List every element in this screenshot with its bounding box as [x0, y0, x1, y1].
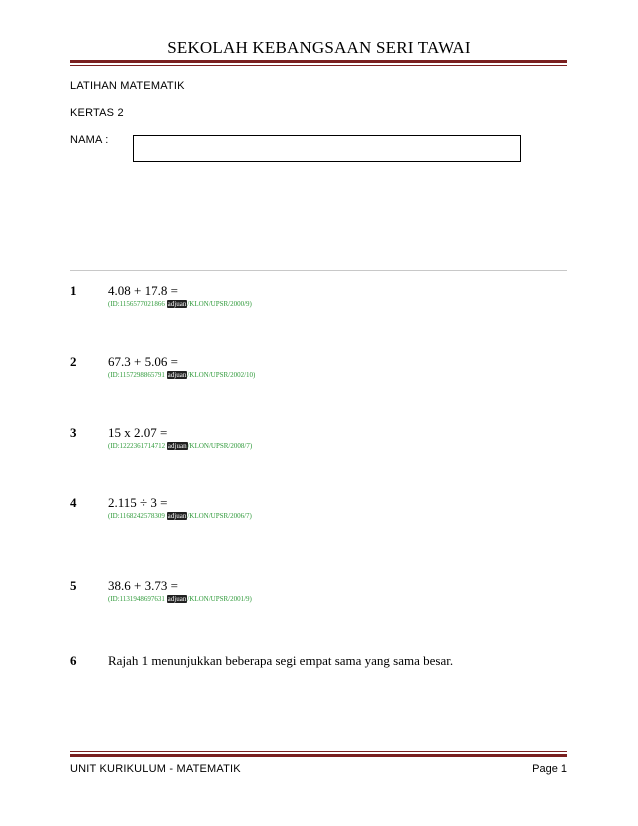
footer-unit-label: UNIT KURIKULUM - MATEMATIK — [70, 763, 241, 775]
question-id-prefix: (ID:1168242578309 — [108, 512, 167, 520]
question-id — [108, 300, 252, 308]
page-number: Page 1 — [532, 763, 567, 775]
question-id — [108, 595, 252, 603]
question-id-tag: adjuan — [167, 595, 187, 603]
question-id-prefix: (ID:1157298865791 — [108, 371, 167, 379]
question-id-suffix: /KLON/UPSR/2006/7) — [187, 512, 252, 520]
question-id-prefix: (ID:1156577021866 — [108, 300, 167, 308]
question-text: 15 x 2.07 = — [108, 425, 168, 440]
question-number: 3 — [70, 425, 77, 440]
question-id-suffix: /KLON/UPSR/2000/9) — [187, 300, 252, 308]
question-text: 4.08 + 17.8 = — [108, 283, 178, 298]
question-text: 38.6 + 3.73 = — [108, 578, 178, 593]
question-text: 67.3 + 5.06 = — [108, 354, 178, 369]
name-field[interactable] — [133, 135, 521, 162]
paper-label: KERTAS 2 — [70, 107, 124, 119]
footer-rule-thin — [70, 751, 567, 752]
header-rule — [70, 60, 567, 63]
section-divider — [70, 270, 567, 271]
question-number: 4 — [70, 495, 77, 510]
question-id-suffix: /KLON/UPSR/2008/7) — [187, 442, 253, 450]
question-id-prefix: (ID:1222361714712 — [108, 442, 167, 450]
name-label: NAMA : — [70, 134, 109, 146]
question-id-suffix: /KLON/UPSR/2001/9) — [187, 595, 252, 603]
header-rule-thin — [70, 65, 567, 66]
question-number: 1 — [70, 283, 77, 298]
footer-rule — [70, 754, 567, 757]
question-id-tag: adjuan — [167, 512, 187, 520]
page-header-title: SEKOLAH KEBANGSAAN SERI TAWAI — [167, 38, 471, 57]
question-id-tag: adjuan — [167, 300, 187, 308]
question-id — [108, 442, 252, 450]
subject-label: LATIHAN MATEMATIK — [70, 80, 185, 92]
question-id — [108, 512, 252, 520]
question-number: 6 — [70, 653, 77, 668]
question-number: 2 — [70, 354, 77, 369]
question-id-prefix: (ID:1131948697631 — [108, 595, 167, 603]
question-number: 5 — [70, 578, 77, 593]
question-text: 2.115 ÷ 3 = — [108, 495, 168, 510]
question-id-suffix: /KLON/UPSR/2002/10) — [187, 371, 256, 379]
question-id-tag: adjuan — [167, 442, 187, 450]
question-text: Rajah 1 menunjukkan beberapa segi empat sama yang sama besar. — [108, 653, 454, 668]
question-id — [108, 371, 255, 379]
question-id-tag: adjuan — [167, 371, 187, 379]
